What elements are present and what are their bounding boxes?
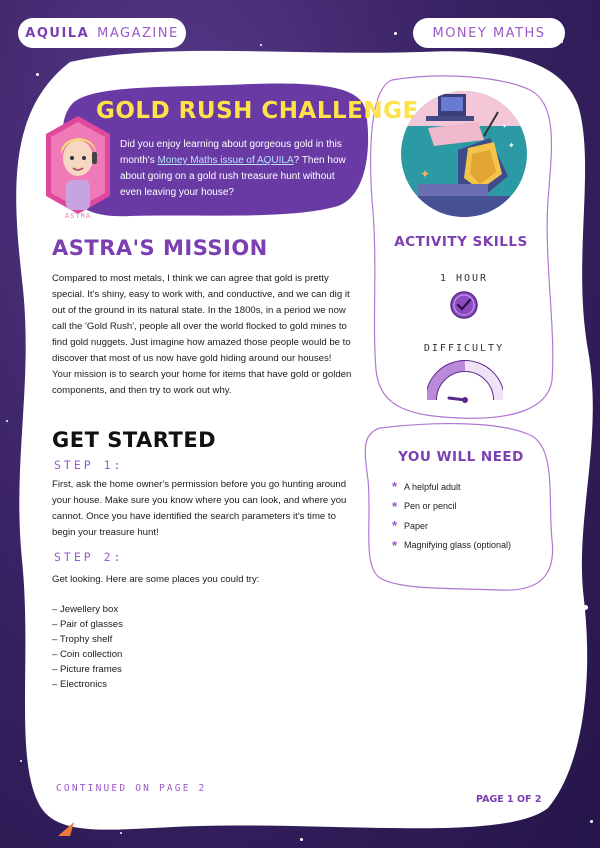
skills-heading: ACTIVITY SKILLS xyxy=(394,234,528,250)
difficulty-gauge-icon xyxy=(427,360,503,404)
svg-text:✦: ✦ xyxy=(420,167,431,181)
step2-label: STEP 2: xyxy=(54,550,124,564)
asterisk-bullet-icon: * xyxy=(392,518,398,534)
telescope-illustration xyxy=(398,88,530,220)
avatar-name: ASTRA xyxy=(64,212,92,220)
intro-text-end: ? Then how about going on a gold rush treasure hunt without even leaving your house? xyxy=(120,155,346,198)
list-item: – Trophy shelf xyxy=(52,634,113,645)
list-item xyxy=(392,536,552,556)
svg-text:✦: ✦ xyxy=(508,141,515,150)
list-item: – Electronics xyxy=(52,679,107,690)
clock-check-icon xyxy=(449,290,479,320)
time-label: 1 HOUR xyxy=(439,273,489,284)
places-list xyxy=(52,602,252,692)
hero-title: GOLD RUSH CHALLENGE xyxy=(96,98,419,124)
list-item: – Picture frames xyxy=(52,664,122,675)
svg-text:✦: ✦ xyxy=(502,123,508,130)
continued-note[interactable]: CONTINUED ON PAGE 2 xyxy=(56,783,207,794)
astra-avatar xyxy=(44,116,112,220)
asterisk-bullet-icon: * xyxy=(392,537,398,553)
need-heading: YOU WILL NEED xyxy=(398,449,524,465)
mission-body: Compared to most metals, I think we can agree that gold is pretty special. It's shiny, easy to work with, and conductive, and we can dig it out of the ground in its natural state. In the 1800s, in a period we now call the 'Gold Rush', people all over the world flocked to gold mines to find gold nuggets. Just imagine how amazed those people would be to discover that most of us now have gold hiding around our houses! Your mission is to search your home for items that have gold or golden components, and then try to work out why. xyxy=(52,273,352,396)
intro-text: Did you enjoy learning about gorgeous gold in this month's xyxy=(120,139,342,166)
need-item-label: Magnifying glass (optional) xyxy=(404,540,512,551)
asterisk-bullet-icon: * xyxy=(392,479,398,495)
list-item: – Coin collection xyxy=(52,649,123,660)
need-list xyxy=(392,477,552,555)
step1-label: STEP 1: xyxy=(54,458,124,472)
list-item xyxy=(392,477,552,497)
mission-heading: ASTRA'S MISSION xyxy=(52,236,268,260)
asterisk-bullet-icon: * xyxy=(392,498,398,514)
issue-link[interactable]: Money Maths issue of AQUILA xyxy=(157,155,294,166)
list-item xyxy=(392,516,552,536)
brand-name: AQUILA xyxy=(25,25,90,41)
step2-body: Get looking. Here are some places you could try: xyxy=(52,574,260,585)
section-badge: MONEY MATHS xyxy=(413,18,565,48)
difficulty-label: DIFFICULTY xyxy=(423,343,505,354)
need-item-label: Paper xyxy=(404,520,429,531)
list-item: – Pair of glasses xyxy=(52,619,123,630)
list-item xyxy=(392,497,552,517)
list-item: – Jewellery box xyxy=(52,604,119,615)
page-number: PAGE 1 OF 2 xyxy=(476,794,542,805)
corner-decoration xyxy=(58,822,74,836)
get-started-heading: GET STARTED xyxy=(52,428,217,452)
step1-body: First, ask the home owner's permission before you go hunting around your house. Make sure you know where you can look, and where you cannot. Once you have identified the search parameters it's time to begin your treasure hunt! xyxy=(52,479,347,538)
hero-intro xyxy=(120,137,348,201)
magazine-label: MAGAZINE xyxy=(97,25,179,41)
need-item-label: A helpful adult xyxy=(404,481,461,492)
need-item-label: Pen or pencil xyxy=(404,501,457,512)
